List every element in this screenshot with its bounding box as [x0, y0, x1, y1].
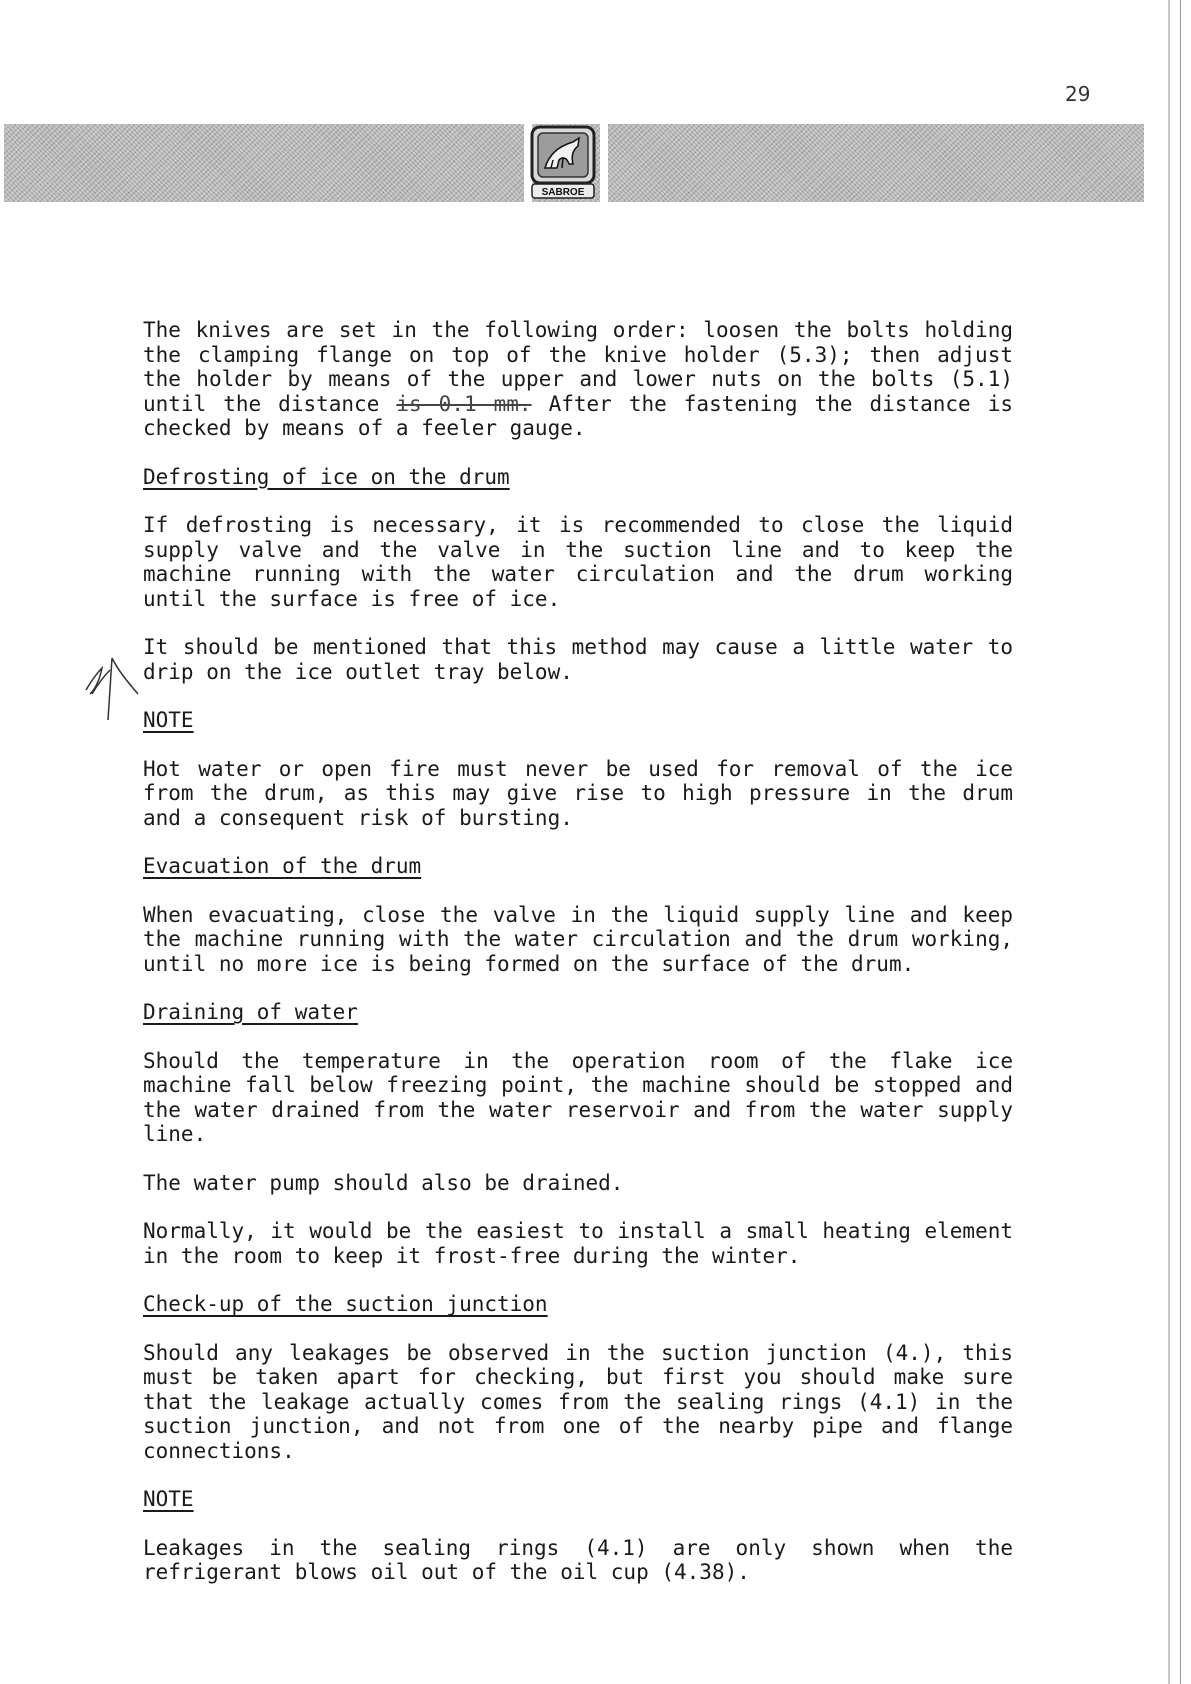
struck-out-text: is 0.1 mm.: [396, 391, 532, 416]
paragraph-knife-setting: [143, 318, 1013, 441]
paragraph-draining-3: Normally, it would be the easiest to install a small heating element in the room to keep it frost-free during the winter.: [143, 1219, 1013, 1268]
page-number: 29: [1065, 82, 1091, 106]
logo-brand-text: SABROE: [541, 187, 585, 198]
paragraph-defrosting: If defrosting is necessary, it is recommended to close the liquid supply valve and the valve in the suction line and to keep the machine running with the water circulation and the drum working until the surface is free of ice.: [143, 513, 1013, 611]
paragraph-draining-1: Should the temperature in the operation room of the flake ice machine fall below freezing point, the machine should be stopped and the water drained from the water reservoir and from the water supply line.: [143, 1048, 1013, 1146]
heading-defrosting: Defrosting of ice on the drum: [143, 464, 510, 489]
handwritten-annotation: [78, 650, 148, 730]
sabroe-logo: [529, 124, 597, 200]
note-label-1: NOTE: [143, 708, 194, 732]
knife-setting-text-end: After the fastening the distance is checked by means of a feeler gauge.: [143, 391, 1013, 440]
header-band-gap-right: [600, 124, 608, 202]
paragraph-checkup: Should any leakages be observed in the suction junction (4.), this must be taken apart for checking, but first you should make sure that the leakage actually comes from the sealing rings (4.1) in the suction junction, and not from one of the nearby pipe and flange connections.: [143, 1340, 1013, 1463]
knife-setting-text: The knives are set in the following order: loosen the bolts holding the clamping flange on top of the knive holder (5.3); then adjust the holder by means of the upper and lower nuts on the bolts (5.1) until the distance: [143, 318, 1013, 416]
right-margin-rule-inner: [1180, 0, 1181, 1684]
note-text-1: Hot water or open fire must never be used for removal of the ice from the drum, as this may give rise to high pressure in the drum and a consequent risk of bursting.: [143, 756, 1013, 830]
note-text-2: Leakages in the sealing rings (4.1) are only shown when the refrigerant blows oil out of the oil cup (4.38).: [143, 1535, 1013, 1584]
note-label-2: NOTE: [143, 1487, 194, 1511]
heading-checkup: Check-up of the suction junction: [143, 1292, 548, 1316]
document-body: [143, 318, 1013, 1609]
heading-evacuation: Evacuation of the drum: [143, 854, 422, 878]
paragraph-evacuation: When evacuating, close the valve in the liquid supply line and keep the machine running with the water circulation and the drum working, until no more ice is being formed on the surface of the drum.: [143, 902, 1013, 976]
right-margin-rule: [1168, 0, 1170, 1684]
paragraph-defrosting-mention: It should be mentioned that this method may cause a little water to drip on the ice outlet tray below.: [143, 635, 1013, 684]
paragraph-draining-2: The water pump should also be drained.: [143, 1170, 624, 1195]
heading-draining: Draining of water: [143, 1000, 358, 1024]
